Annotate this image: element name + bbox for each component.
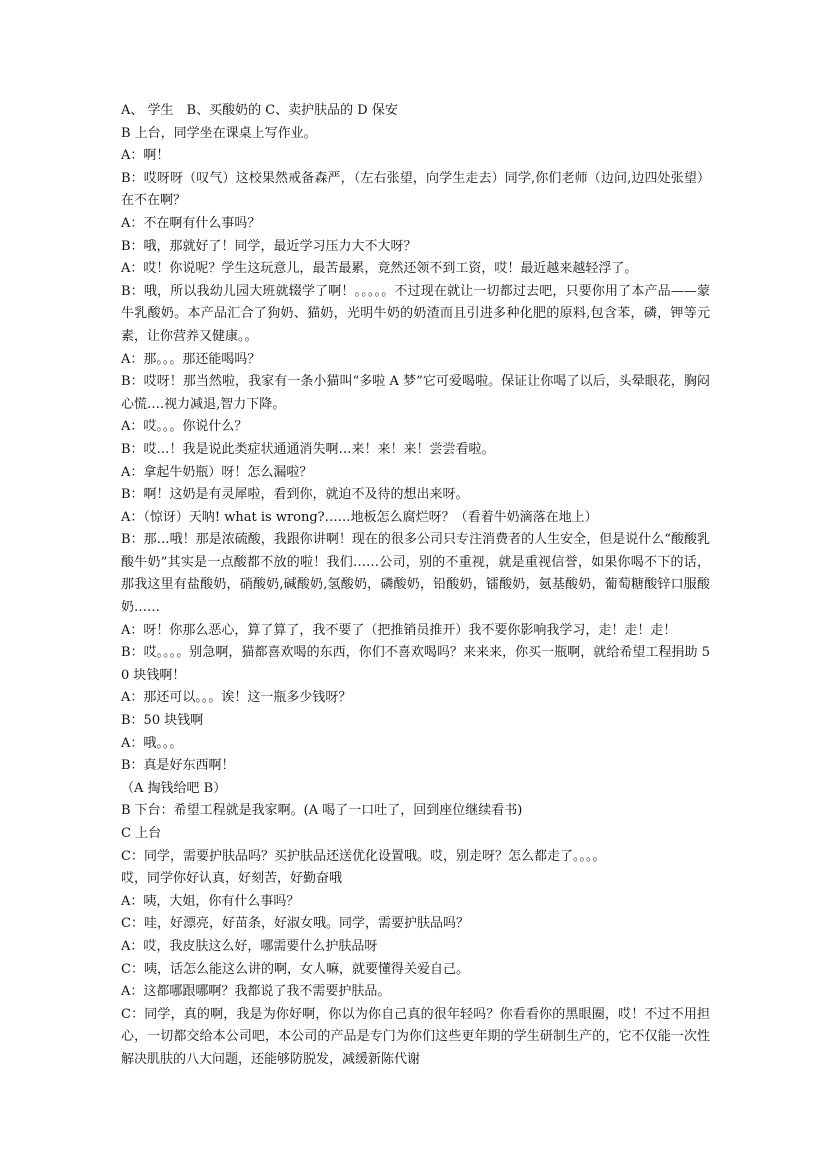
text-line: A：哎。。。你说什么？ bbox=[121, 419, 248, 435]
text-line: A：哎！你说呢？学生这玩意儿，最苦最累，竟然还领不到工资，哎！最近越来越轻浮了。 bbox=[121, 261, 638, 277]
text-line: A：哎，我皮肤这么好，哪需要什么护肤品呀 bbox=[121, 938, 378, 954]
text-line: A、 学生 B、买酸奶的 C、卖护肤品的 D 保安 bbox=[121, 103, 398, 118]
text-line: A：呀！你那么恶心，算了算了，我不要了（把推销员推开）我不要你影响我学习，走！走！走！ bbox=[121, 622, 677, 638]
text-line: A：哦。。。 bbox=[121, 735, 183, 751]
text-line: B：哎呀！那当然啦，我家有一条小猫叫“多啦 A 梦”它可爱喝啦。保证让你喝了以后，头晕眼花，胸闷心慌….视力减退,智力下降。 bbox=[121, 374, 710, 412]
text-line: B：哎。。。。别急啊，猫都喜欢喝的东西，你们不喜欢喝吗？来来来，你买一瓶啊，就给希望工程捐助 50 块钱啊！ bbox=[121, 645, 710, 683]
text-line: C：同学，真的啊，我是为你好啊，你以为你自己真的很年轻吗？你看看你的黑眼圈，哎！不过不用担心，一切都交给本公司吧，本公司的产品是专门为你们这些更年期的学生研制生产的，它不仅能一次性解决肌肤的八大问题，还能够防脱发，减缓新陈代谢 bbox=[121, 1006, 710, 1067]
text-line: B 下台：希望工程就是我家啊。(A 喝了一口吐了，回到座位继续看书) bbox=[121, 803, 523, 819]
text-line: C：哇，好漂亮，好苗条，好淑女哦。同学，需要护肤品吗？ bbox=[121, 916, 469, 932]
text-line: B：50 块钱啊 bbox=[121, 713, 204, 729]
text-line: A：拿起牛奶瓶）呀！怎么漏啦？ bbox=[121, 464, 313, 480]
text-line: B：哎呀呀（叹气）这校果然戒备森严，（左右张望，向学生走去）同学,你们老师（边问,边四处张望）在不在啊？ bbox=[121, 170, 710, 209]
text-line: B：啊！这奶是有灵犀啦，看到你，就迫不及待的想出来呀。 bbox=[121, 487, 469, 503]
text-line: B：哎…！我是说此类症状通通消失啊…来！来！来！尝尝看啦。 bbox=[121, 441, 495, 457]
text-line: A：这都哪跟哪啊？我都说了我不需要护肤品。 bbox=[121, 984, 391, 1000]
text-line: 哎，同学你好认真，好刻苦，好勤奋哦 bbox=[121, 871, 343, 887]
text-line: A：不在啊有什么事吗？ bbox=[121, 215, 261, 231]
text-line: A：那。。。那还能喝吗？ bbox=[121, 351, 261, 367]
text-line: A：那还可以。。。诶！这一瓶多少钱呀？ bbox=[121, 690, 352, 706]
text-line: C：咦，话怎么能这么讲的啊，女人嘛，就要懂得关爱自己。 bbox=[121, 961, 469, 977]
text-line: B：哦，所以我幼儿园大班就辍学了啊！。。。。。不过现在就让一切都过去吧，只要你用了本产品——蒙牛乳酸奶。本产品汇合了狗奶、猫奶，光明牛奶的奶渣而且引进多种化肥的原料,包含苯，磷，钾等元素，让你营养又健康。。 bbox=[121, 283, 710, 344]
script-text-body bbox=[121, 100, 710, 1072]
text-line: B：真是好东西啊！ bbox=[121, 758, 235, 774]
text-line: A：啊！ bbox=[121, 148, 170, 164]
text-line: A：（惊讶）天呐! what is wrong?……地板怎么腐烂呀？（看着牛奶滴落在地上） bbox=[121, 509, 598, 525]
text-line: B：那…哦！那是浓硫酸，我跟你讲啊！现在的很多公司只专注消费者的人生安全，但是说什么“酸酸乳酸牛奶”其实是一点酸都不放的啦！我们……公司，别的不重视，就是重视信誉，如果你喝不下的话，那我这里有盐酸奶，硝酸奶,碱酸奶,氢酸奶，磷酸奶，铅酸奶，镭酸奶，氨基酸奶，葡萄糖酸锌口服酸奶…… bbox=[121, 532, 710, 616]
text-line: B：哦，那就好了！同学，最近学习压力大不大呀？ bbox=[121, 238, 417, 254]
text-line: C 上台 bbox=[121, 826, 162, 841]
text-line: （A 掏钱给吧 B） bbox=[121, 780, 227, 796]
text-line: B 上台，同学坐在课桌上写作业。 bbox=[121, 125, 317, 141]
text-line: A：咦，大姐，你有什么事吗？ bbox=[121, 893, 300, 909]
text-line: C：同学，需要护肤品吗？买护肤品还送优化设置哦。哎，别走呀？怎么都走了。。。。 bbox=[121, 848, 606, 864]
